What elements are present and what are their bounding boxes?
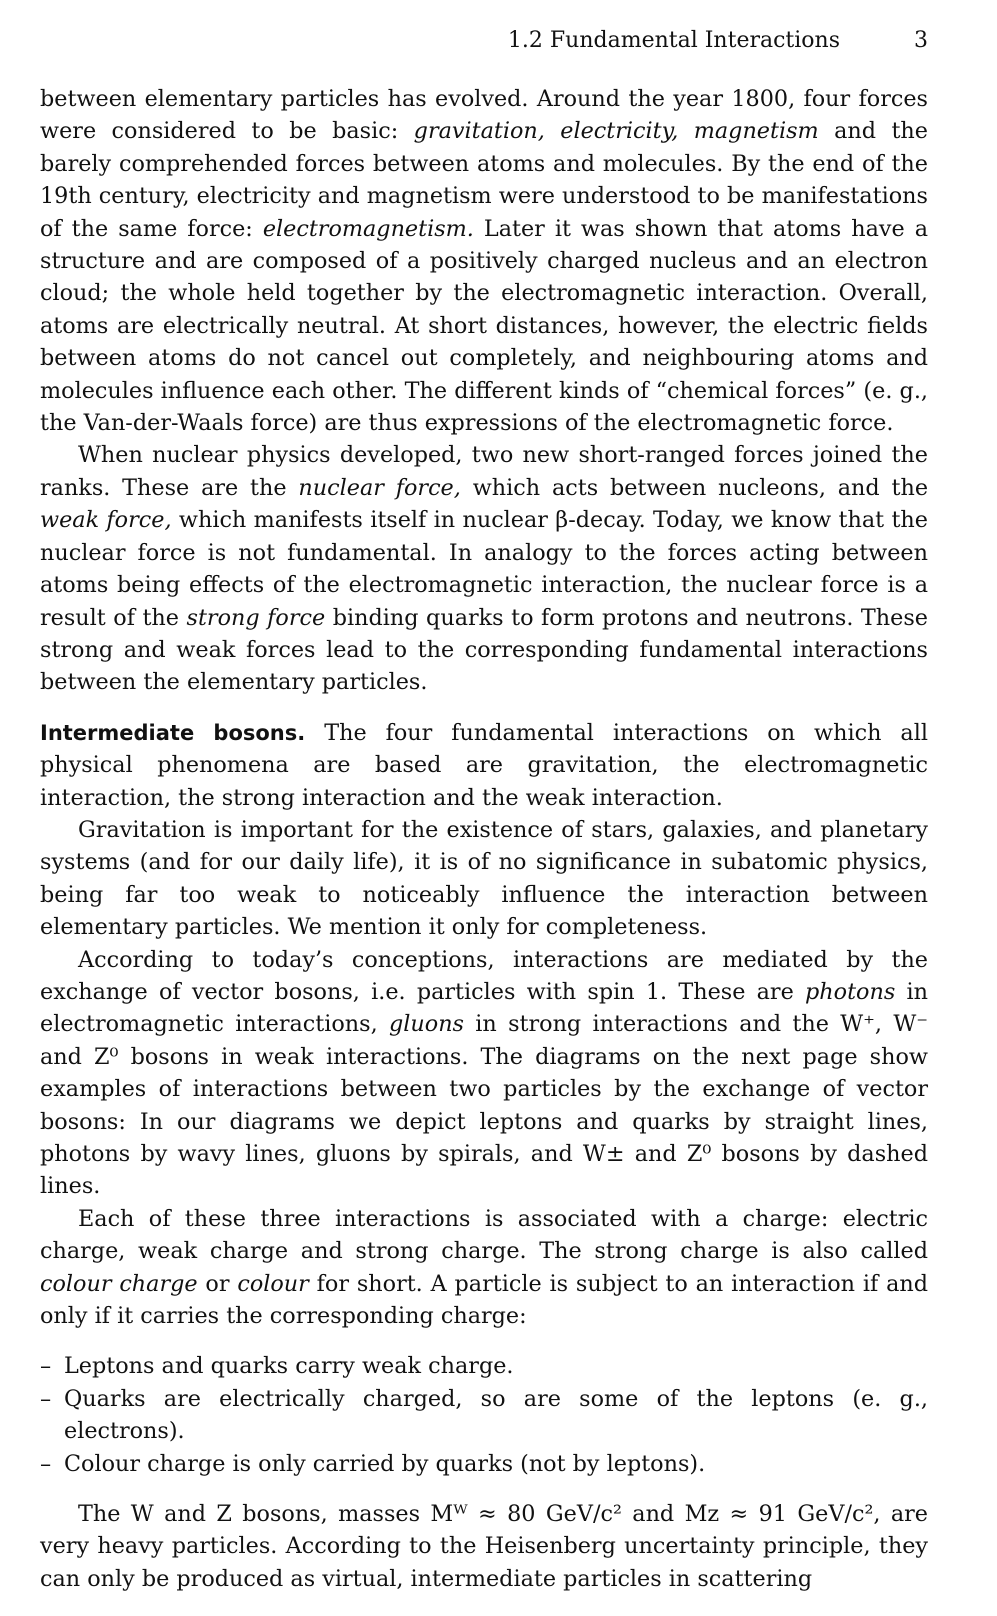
list-item: – Leptons and quarks carry weak charge. <box>40 1350 928 1382</box>
emphasis-strong-force: strong force <box>186 604 326 631</box>
section-heading: Intermediate bosons. <box>40 720 306 745</box>
emphasis-electromagnetism: electromagnetism. <box>262 215 474 242</box>
emphasis-basic-forces: gravitation, electricity, magnetism <box>413 118 819 145</box>
emphasis-nuclear-force: nuclear force, <box>298 474 461 501</box>
paragraph-intermediate-bosons: Intermediate bosons. The four fundamental interactions on which all physical phenomena are based are gravitation, the electromagnetic interaction, the strong interaction and the weak interaction. <box>40 719 928 811</box>
emphasis-colour: colour <box>237 1270 309 1297</box>
page-number: 3 <box>914 28 928 53</box>
paragraph-history: between elementary particles has evolved. Around the year 1800, four forces were considered to be basic: gravitation, electricity, magnetism and the barely comprehended forces between atoms and molecules. By the end of the 19th century, electricity and magnetism were understood to be manifestations of the same force: electromagnetism. Later it was shown that atoms have a structure and are composed of a positively charged nucleus and an electron cloud; the whole held together by the electromagnetic interaction. Overall, atoms are electrically neutral. At short distances, however, the electric fields between atoms do not cancel out completely, and neighbouring atoms and molecules influence each other. The different kinds of “chemical forces” (e. g., the Van-der-Waals force) are thus expressions of the electromagnetic force. <box>40 86 928 437</box>
emphasis-photons: photons <box>805 978 896 1005</box>
running-header <box>40 28 928 62</box>
paragraph-nuclear: When nuclear physics developed, two new short-ranged forces joined the ranks. These are the nuclear force, which acts between nucleons, and the weak force, which manifests itself in nuclear β-decay. Today, we know that the nuclear force is not fundamental. In analogy to the forces acting between atoms being effects of the electromagnetic interaction, the nuclear force is a result of the strong force binding quarks to form protons and neutrons. These strong and weak forces lead to the corresponding fundamental interactions between the elementary particles. <box>40 442 929 696</box>
list-item: – Colour charge is only carried by quarks (not by leptons). <box>40 1448 928 1480</box>
paragraph-wz-bosons: The W and Z bosons, masses Mᵂ ≈ 80 GeV/c² and Mᴢ ≈ 91 GeV/c², are very heavy particles. According to the Heisenberg uncertainty principle, they can only be produced as virtual, intermediate particles in scattering <box>40 1501 928 1592</box>
paragraph-charges: Each of these three interactions is associated with a charge: electric charge, weak charge and strong charge. The strong charge is also called colour charge or colour for short. A particle is subject to an interaction if and only if it carries the corresponding charge: <box>40 1205 928 1330</box>
paragraph-vector-bosons: According to today’s conceptions, interactions are mediated by the exchange of vector bosons, i.e. particles with spin 1. These are photons in electromagnetic interactions, gluons in strong interactions and the W⁺, W⁻ and Z⁰ bosons in weak interactions. The diagrams on the next page show examples of interactions between two particles by the exchange of vector bosons: In our diagrams we depict leptons and quarks by straight lines, photons by wavy lines, gluons by spirals, and W± and Z⁰ bosons by dashed lines. <box>40 946 929 1200</box>
section-title: 1.2 Fundamental Interactions <box>507 28 840 53</box>
paragraph-gravitation: Gravitation is important for the existence of stars, galaxies, and planetary systems (and for our daily life), it is of no significance in subatomic physics, being far too weak to noticeably influence the interaction between elementary particles. We mention it only for completeness. <box>40 816 928 941</box>
charge-list <box>40 1350 928 1480</box>
emphasis-gluons: gluons <box>389 1011 464 1038</box>
page-body <box>40 83 928 1595</box>
emphasis-weak-force: weak force, <box>40 507 172 534</box>
emphasis-colour-charge: colour charge <box>40 1270 198 1297</box>
list-item: – Quarks are electrically charged, so are some of the leptons (e. g., electrons). <box>40 1383 928 1448</box>
